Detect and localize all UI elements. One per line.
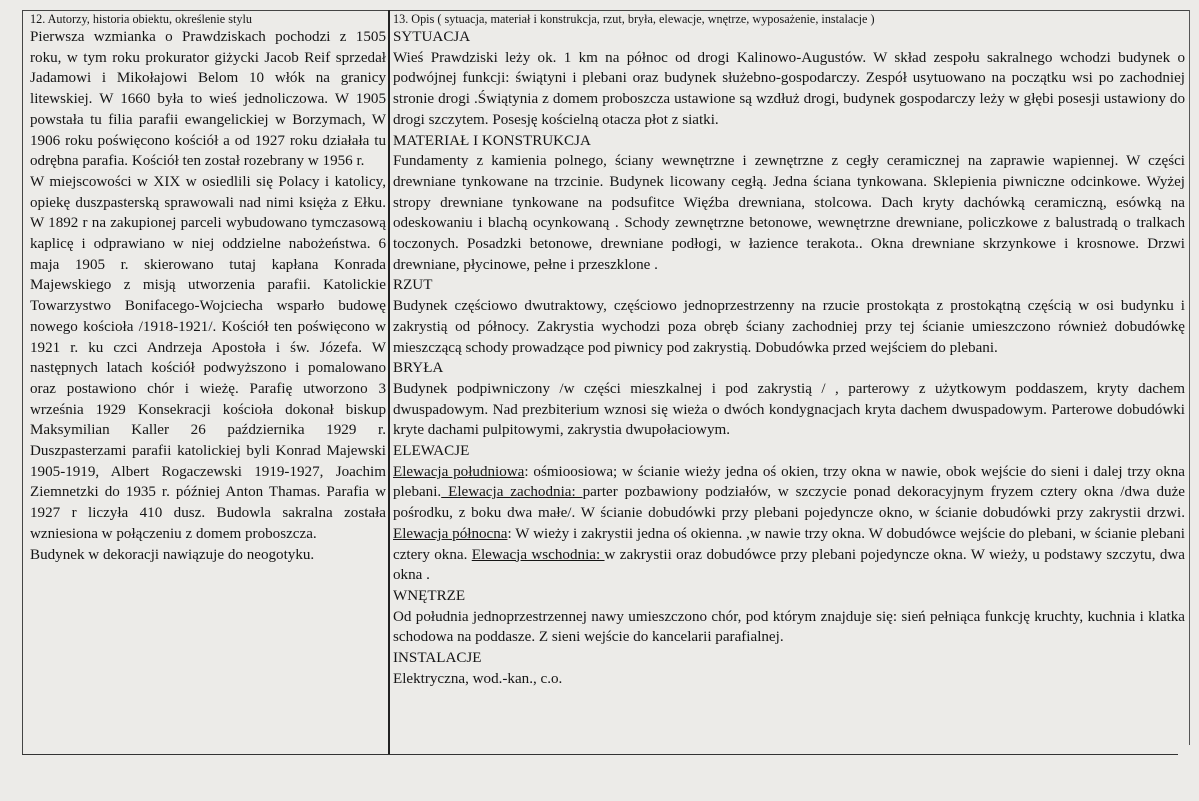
elevation-east-text: w zakrystii oraz dobudówce przy plebani pojedyncze okna. W wieży, u podstawy szczytu, dwa okna . bbox=[393, 546, 1185, 584]
description-column bbox=[393, 11, 1185, 690]
description-text bbox=[393, 27, 1185, 690]
section-text-material: Fundamenty z kamienia polnego, ściany wewnętrzne i zewnętrzne z cegły ceramicznej na zaprawie wapiennej. W części drewniane tynkowane na trzcinie. Budynek licowany cegłą. Jedna ściana tynkowana. Sklepienia piwniczne odcinkowe. Wyżej stropy drewniane tynkowane na podsufitce Więźba drewniana, stolcowa. Dach kryty dachówką ceramiczną, esówką na odeskowaniu i blachą ocynkowaną . Schody zewnętrzne betonowe, wewnętrzne drewniane, policzkowe z balustradą o tralkach toczonych. Posadzki betonowe, drewniane podłogi, w łazience terakota.. Okna drewniane skrzynkowe i krosnowe. Drzwi drewniane, płycinowe, pełne i przeszklone . bbox=[393, 153, 1185, 273]
section-text-massing: Budynek podpiwniczony /w części mieszkalnej i pod zakrystią / , parterowy z użytkowym poddaszem, kryty dachem dwuspadowym. Nad prezbiterium wznosi się wieża o dwóch kondygnacjach kryta dachem dwuspadowym. Parterowe dobudówki kryte dachami pulpitowymi, zakrystia dwupołaciowym. bbox=[393, 380, 1185, 439]
elevation-east-label: Elewacja wschodnia: bbox=[471, 546, 605, 563]
elevation-west-text: parter pozbawiony podziałów, w szczycie ponad dekoracyjnym fryzem cztery okna /dwa duże pośrodku, z boku dwa małe/. W ścianie dobudówki przy plebani pojedyncze okno, w ścianie dobudówki przy zakrystii drzwi. bbox=[393, 484, 1186, 522]
column-divider bbox=[388, 10, 390, 755]
elevation-south-label: Elewacja południowa bbox=[393, 463, 525, 480]
section-title-plan: RZUT bbox=[393, 277, 433, 294]
elevation-north-text: : W wieży i zakrystii jedna oś okienna. ,w nawie trzy okna. W dobudówce wejście do plebani, w ścianie plebani cztery okna. bbox=[393, 525, 1185, 563]
section-title-massing: BRYŁA bbox=[393, 360, 444, 377]
history-paragraph-3: Budynek w dekoracji nawiązuje do neogotyku. bbox=[30, 546, 315, 563]
section-text-elevations bbox=[393, 462, 1185, 586]
section-title-elevations: ELEWACJE bbox=[393, 443, 470, 460]
description-header: 13. Opis ( sytuacja, materiał i konstrukcja, rzut, bryła, elewacje, wnętrze, wyposażenie, instalacje ) bbox=[393, 12, 875, 26]
bottom-border-line bbox=[22, 754, 1178, 755]
section-text-situation: Wieś Prawdziski leży ok. 1 km na północ od drogi Kalinowo-Augustów. W skład zespołu sakralnego wchodzi budynek o podwójnej funkcji: świątyni i plebani oraz budynek służebno-gospodarczy. Zespół usytuowano na początku wsi po zachodniej stronie drogi .Świątynia z domem proboszcza ustawione są wzdłuż drogi, budynek gospodarczy leży w głębi posesji ustawiony do drogi szczytem. Posesję kościelną otacza płot z siatki. bbox=[393, 49, 1185, 128]
section-title-installations: INSTALACJE bbox=[393, 650, 482, 667]
section-text-installations: Elektryczna, wod.-kan., c.o. bbox=[393, 670, 563, 687]
history-paragraph-1: Pierwsza wzmianka o Prawdziskach pochodzi z 1505 roku, w tym roku prokurator giżycki Jacob Reif sprzedał Jadamowi i Mikołajowi Belom 10 włók na granicy litewskiej. W 1660 była to wieś jednoliczowa. W 1905 powstała tu filia parafii ewangelickiej w Borzymach, W 1906 roku poświęcono kościół a od 1927 roku działała tu odrębna parafia. Kościół ten został rozebrany w 1956 r. bbox=[30, 29, 386, 170]
history-header: 12. Autorzy, historia obiektu, określenie stylu bbox=[30, 12, 252, 26]
history-text bbox=[30, 27, 386, 565]
left-border-line bbox=[22, 10, 23, 755]
history-paragraph-2: W miejscowości w XIX w osiedlili się Polacy i katolicy, opiekę duszpasterską sprawowali nad nimi księża z Ełku. W 1892 r na zakupionej parceli wybudowano tymczasową kaplicę i odprawiano w niej oddzielne nabożeństwa. 6 maja 1905 r. skierowano tutaj kapłana Konrada Majewskiego z misją utworzenia parafii. Katolickie Towarzystwo Bonifacego-Wojciecha wsparło budowę nowego kościoła /1918-1921/. Kościół ten poświęcono w 1921 r. ku czci Andrzeja Apostoła i św. Józefa. W następnych latach kościół podwyższono i pomalowano oraz postawiono chór i wieżę. Parafię utworzono 3 września 1929 Konsekracji kościoła dokonał biskup Maksymilian Kaller 26 października 1929 r. Duszpasterzami parafii katolickiej byli Konrad Majewski 1905-1919, Albert Rogaczewski 1919-1927, Joachim Ziemnetzki do 1935 r. później Anton Thamas. Parafia w 1927 r liczyła 410 dusz. Budowla sakralna została wzniesiona w połączeniu z domem proboszcza. bbox=[30, 173, 386, 542]
right-border-line bbox=[1189, 10, 1190, 745]
section-text-interior: Od południa jednoprzestrzennej nawy umieszczono chór, pod którym znajduje się: sień pełniąca funkcję kruchty, kuchnia i klatka schodowa na poddasze. Z sieni wejście do kancelarii parafialnej. bbox=[393, 608, 1185, 646]
elevation-north-label: Elewacja północna bbox=[393, 525, 508, 542]
history-column bbox=[30, 11, 386, 565]
section-title-interior: WNĘTRZE bbox=[393, 587, 466, 604]
elevation-south-text: : ośmioosiowa; w ścianie wieży jedna oś okien, trzy okna w nawie, obok wejście do sieni i dalej trzy okna plebani. bbox=[393, 463, 1185, 501]
elevation-west-label: Elewacja zachodnia: bbox=[441, 484, 583, 501]
section-title-situation: SYTUACJA bbox=[393, 29, 471, 45]
section-title-material: MATERIAŁ I KONSTRUKCJA bbox=[393, 132, 591, 149]
section-text-plan: Budynek częściowo dwutraktowy, częściowo jednoprzestrzenny na rzucie prostokąta z prostokątną częścią w osi budynku i zakrystią od północy. Zakrystia wychodzi poza obręb ściany zachodniej przy tej ścianie umieszczono również dobudówkę mieszczącą schody prowadzące pod piwnicy pod zakrystią. Dobudówka przed wejściem do plebani. bbox=[393, 298, 1185, 356]
